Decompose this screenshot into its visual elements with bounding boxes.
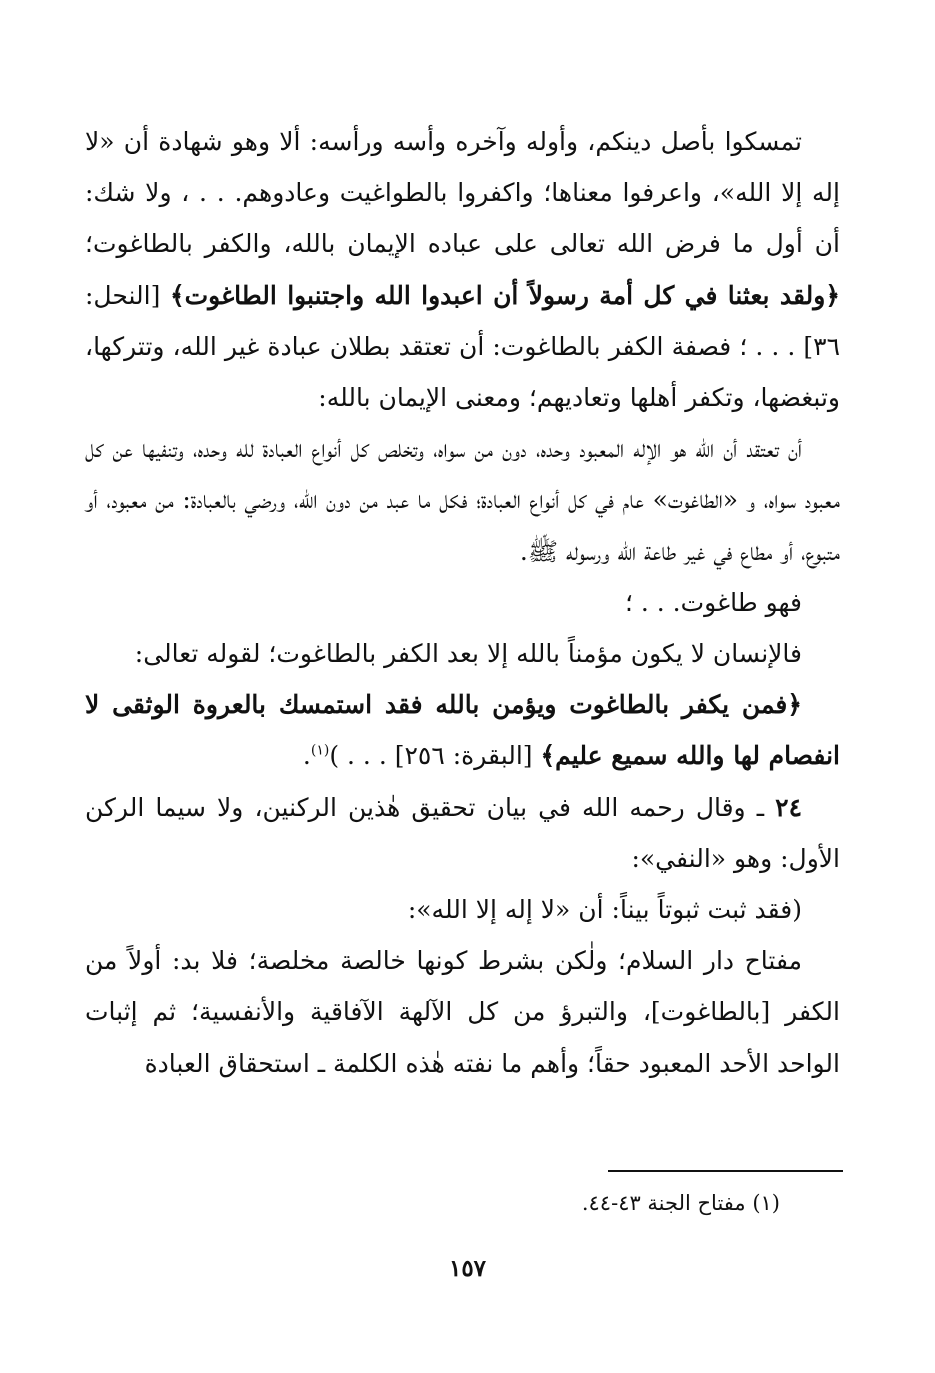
footnote-marker: (١): [310, 743, 330, 760]
paragraph-5-end: .: [302, 741, 311, 771]
paragraph-1: [85, 116, 840, 423]
paragraph-1-tail: . . . ؛ فصفة الكفر بالطاغوت: أن تعتقد بطلان عبادة غير الله، وتتركها، وتبغضها، وتكفر أهلها وتعاديهم؛ ومعنى الإيمان بالله:: [85, 331, 840, 413]
paragraph-5-tail: . . . ): [329, 741, 395, 771]
paragraph-1-text: تمسكوا بأصل دينكم، وأوله وآخره وأسه ورأسه: ألا وهو شهادة أن «لا إله إلا الله»، واعرفوا معناها؛ واكفروا بالطواغيت وعادوهم. . . ، ولا شك: أن أول ما فرض الله تعالى على عباده الإيمان بالله، والكفر بالطاغوت؛: [85, 127, 840, 259]
paragraph-6: [85, 782, 840, 884]
quran-verse-nahl: ﴿ولقد بعثنا في كل أمة رسولاً أن اعبدوا الله واجتنبوا الطاغوت﴾: [169, 280, 840, 310]
verse-reference-nahl: [النحل: ٣٦]: [85, 280, 840, 361]
paragraph-2-text: أن تعتقد أن الله هو الإله المعبود وحده، دون من سواه، وتخلص كل أنواع العبادة لله وحده، وتنفيها عن كل معبود سواه، و «الطاغوت» عام في كل أنواع العبادة؛ فكل ما عبد من دون الله، ورضي بالعبادة: من معبود، أو متبوع، أو مطاع في غير طاعة الله ورسوله ﷺ.: [85, 434, 840, 566]
main-text: [85, 116, 840, 1089]
quran-verse-baqara: ﴿فمن يكفر بالطاغوت ويؤمن بالله فقد استمسك بالعروة الوثقى لا انفصام لها والله سميع عليم﴾: [85, 690, 840, 771]
paragraph-4: [85, 628, 840, 679]
section-number: ٢٤: [775, 792, 802, 822]
paragraph-8: [85, 935, 840, 1089]
paragraph-3: [85, 577, 840, 628]
paragraph-4-text: فالإنسان لا يكون مؤمناً بالله إلا بعد الكفر بالطاغوت؛ لقوله تعالى:: [134, 639, 802, 669]
paragraph-6-text: ـ وقال رحمه الله في بيان تحقيق هٰذين الركنين، ولا سيما الركن الأول: وهو «النفي»:: [85, 792, 840, 873]
paragraph-8-text: مفتاح دار السلام؛ ولٰكن بشرط كونها خالصة مخلصة؛ فلا بد: أولاً من الكفر [بالطاغوت]، والتبرؤ من كل الآلهة الآفاقية والأنفسية؛ ثم إثبات الواحد الأحد المعبود حقاً؛ وأهم ما نفته هٰذه الكلمة ـ استحقاق العبادة: [85, 946, 840, 1078]
verse-reference-baqara: [البقرة: ٢٥٦]: [394, 741, 541, 771]
footnote-divider: [608, 1170, 843, 1172]
footnote: (١) مفتاح الجنة ٤٣-٤٤.: [581, 1191, 780, 1215]
page-number: ١٥٧: [448, 1255, 487, 1282]
paragraph-5: [85, 679, 840, 781]
paragraph-2: [85, 423, 840, 577]
paragraph-7: [85, 884, 840, 935]
paragraph-7-text: (فقد ثبت ثبوتاً بيناً: أن «لا إله إلا الله»:: [407, 895, 802, 925]
paragraph-3-text: فهو طاغوت. . . ؛: [624, 587, 802, 617]
